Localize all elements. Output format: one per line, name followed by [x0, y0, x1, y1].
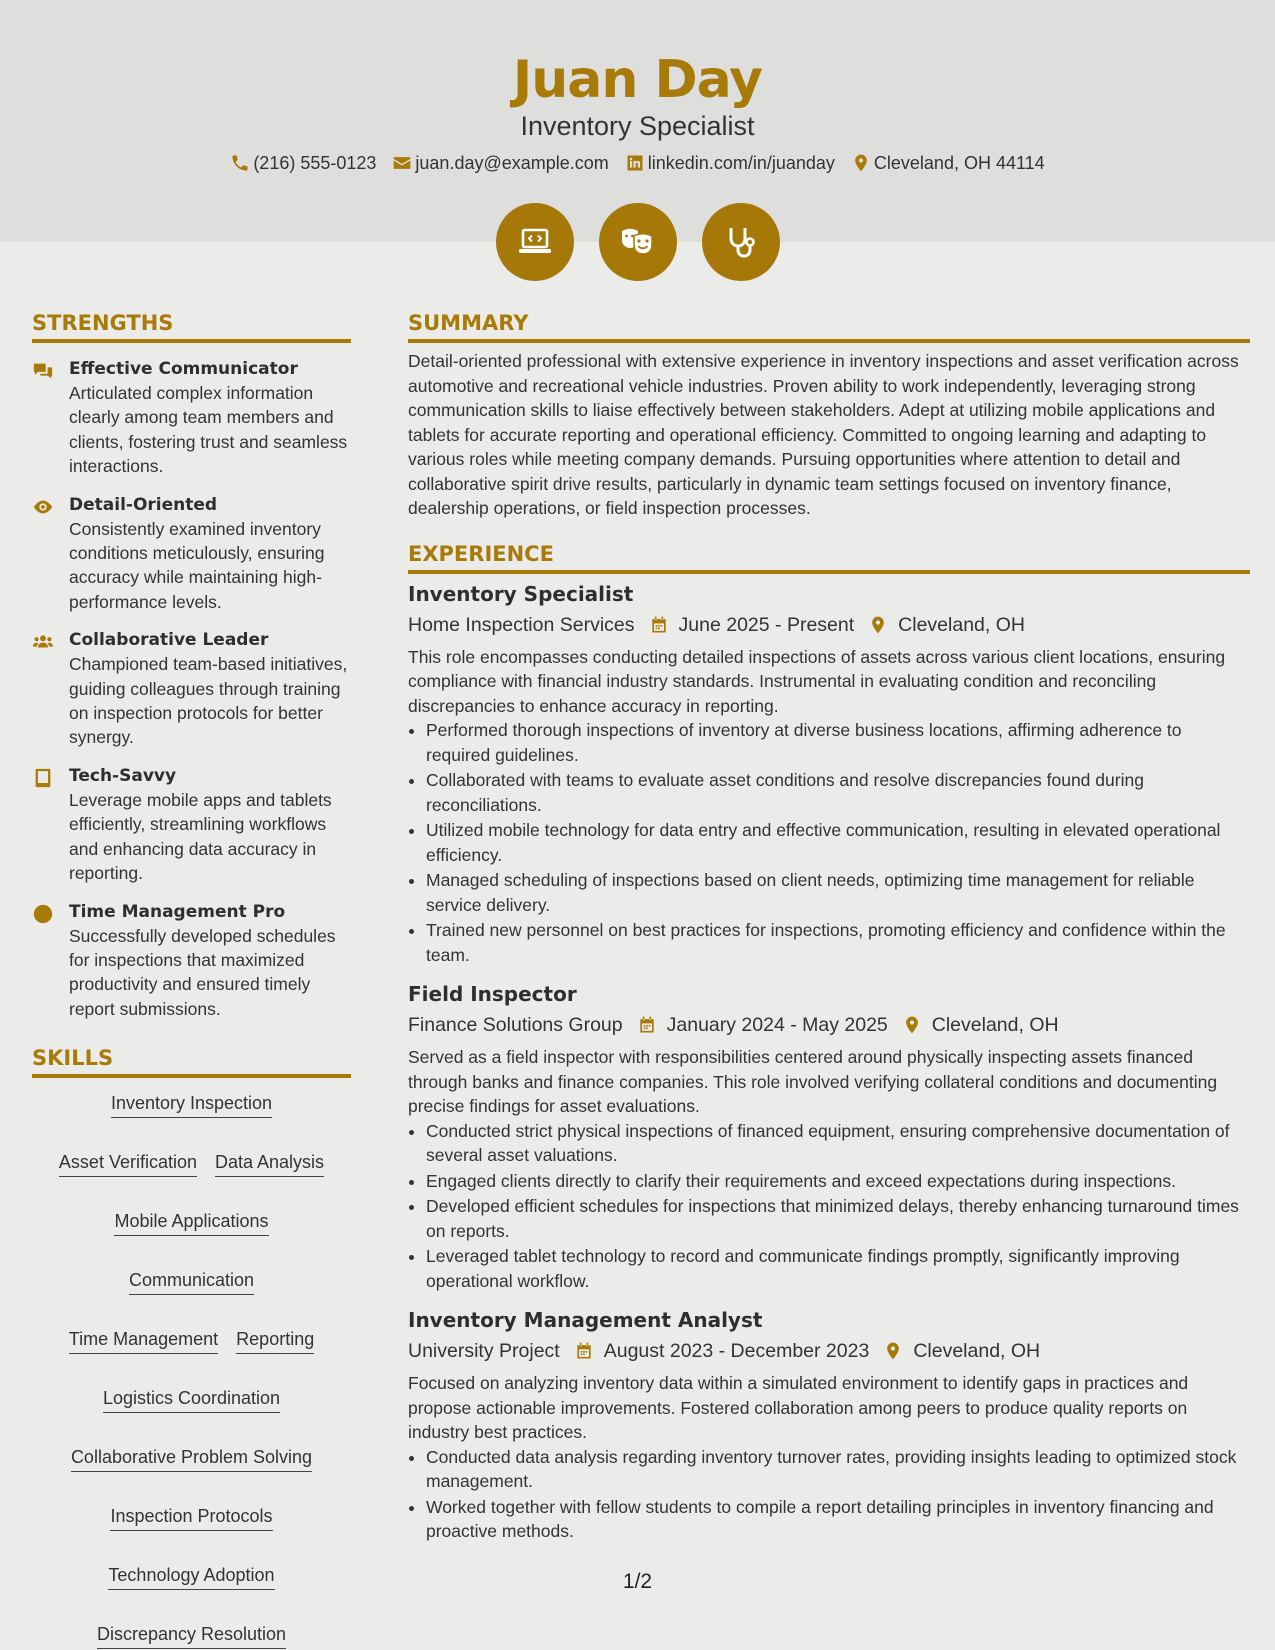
job-bullet: • Performed thorough inspections of inventory at diverse business locations, affirming adherence to required guidelines. [426, 718, 1250, 767]
job-bullet: • Engaged clients directly to clarify their requirements and exceed expectations during inspections. [426, 1169, 1250, 1194]
strength-item [32, 764, 351, 886]
theater-masks-circle [599, 203, 677, 281]
job-bullet: • Managed scheduling of inspections based on client needs, optimizing time management for reliable service delivery. [426, 868, 1250, 917]
phone-text: (216) 555-0123 [253, 153, 377, 173]
contact-linkedin[interactable] [625, 151, 835, 175]
strength-item [32, 628, 351, 750]
job-company: Finance Solutions Group [408, 1014, 623, 1036]
experience-entry [408, 581, 1250, 968]
contact-bar [0, 151, 1275, 175]
job-bullets [408, 1119, 1250, 1294]
job-meta [408, 1337, 1250, 1365]
strength-desc: Championed team-based initiatives, guiding colleagues through training on inspection protocols for better synergy. [69, 654, 348, 748]
job-bullets [408, 1445, 1250, 1544]
job-location: Cleveland, OH [913, 1340, 1041, 1362]
laptop-code-circle [496, 203, 574, 281]
skills-list [32, 1091, 351, 1649]
strength-desc: Articulated complex information clearly among team members and clients, fostering trust and seamless interactions. [69, 383, 348, 477]
experience-entry [408, 1307, 1250, 1544]
linkedin-text: linkedin.com/in/juanday [647, 153, 835, 173]
calendar-icon [637, 1015, 657, 1035]
summary-heading: SUMMARY [408, 310, 1250, 343]
contact-phone[interactable] [230, 151, 376, 175]
job-bullet: • Leveraged tablet technology to record and communicate findings promptly, significantly improving operational workflow. [426, 1244, 1250, 1293]
page-number: 1/2 [622, 1570, 653, 1593]
job-location: Cleveland, OH [898, 613, 1025, 636]
left-column [32, 310, 351, 1649]
users-icon [32, 631, 54, 653]
job-meta [408, 1011, 1250, 1039]
job-description: This role encompasses conducting detailed inspections of assets across various client locations, ensuring compliance with financial industry standards. Instrumental in evaluating condition and reconciling discrepancies to enhance accuracy in reporting. [408, 646, 1226, 716]
skills-heading: SKILLS [32, 1045, 351, 1078]
job-company: Home Inspection Services [408, 613, 635, 636]
job-description: Served as a field inspector with responsibilities centered around physically inspecting assets financed through banks and finance companies. This role involved verifying collateral conditions and documenting precise findings for asset evaluations. [408, 1047, 1218, 1116]
envelope-icon [392, 153, 412, 173]
phone-icon [230, 153, 250, 173]
eye-icon [32, 496, 54, 518]
job-dates: January 2024 - May 2025 [666, 1014, 888, 1036]
job-dates: June 2025 - Present [678, 613, 855, 636]
job-title: Field Inspector [408, 982, 577, 1006]
job-meta [408, 611, 1250, 639]
skill-tag: Discrepancy Resolution [97, 1622, 286, 1649]
job-dates: August 2023 - December 2023 [603, 1340, 870, 1362]
strength-desc: Leverage mobile apps and tablets efficiently, streamlining workflows and enhancing data accuracy in reporting. [69, 789, 332, 884]
stethoscope-icon [721, 222, 761, 262]
comments-icon [32, 360, 54, 382]
strength-title: Detail-Oriented [69, 494, 218, 515]
skill-tag: Inspection Protocols [110, 1504, 272, 1531]
experience-heading: EXPERIENCE [408, 541, 1250, 574]
map-marker-icon [851, 153, 871, 173]
job-bullet: • Collaborated with teams to evaluate asset conditions and resolve discrepancies found during reconciliations. [426, 768, 1250, 817]
right-column [408, 310, 1250, 1558]
map-marker-icon [902, 1015, 922, 1035]
summary-text: Detail-oriented professional with extensive experience in inventory inspections and asset verification across automotive and recreational vehicle industries. Proven ability to work independently, leveraging strong communication skills to liaise effectively between stakeholders. Adept at utilizing mobile applications and tablets for accurate reporting and operational efficiency. Committed to ongoing learning and adapting to various roles while meeting company demands. Pursuing opportunities where attention to detail and collaborative spirit drive results, particularly in dynamic team settings focused on inventory finance, dealership operations, or field inspection processes. [408, 351, 1239, 518]
contact-email[interactable] [392, 151, 608, 175]
job-bullet: • Utilized mobile technology for data entry and effective communication, resulting in elevated operational efficiency. [426, 818, 1250, 867]
linkedin-icon [625, 153, 645, 173]
strength-item [32, 357, 351, 479]
skill-tag: Time Management [69, 1327, 218, 1354]
calendar-icon [649, 615, 669, 635]
job-title: Inventory Specialist [408, 581, 634, 606]
skill-tag: Communication [129, 1268, 254, 1295]
skill-tag: Logistics Coordination [103, 1386, 280, 1413]
job-company: University Project [408, 1340, 560, 1362]
job-bullet: • Conducted data analysis regarding inventory turnover rates, providing insights leading to optimized stock management. [426, 1445, 1250, 1494]
skill-tag: Collaborative Problem Solving [71, 1445, 312, 1472]
strength-desc: Consistently examined inventory conditions meticulously, ensuring accuracy while maintaining high-performance levels. [69, 518, 325, 612]
skill-tag: Data Analysis [215, 1150, 324, 1177]
job-description: Focused on analyzing inventory data within a simulated environment to identify gaps in practices and propose actionable improvements. Fostered collaboration among peers to produce quality reports on industry best practices. [408, 1373, 1189, 1442]
skill-tag: Asset Verification [59, 1150, 197, 1177]
strength-desc: Successfully developed schedules for inspections that maximized productivity and ensured timely report submissions. [69, 925, 336, 1019]
strengths-heading: STRENGTHS [32, 310, 351, 343]
job-bullet: • Trained new personnel on best practices for inspections, promoting efficiency and confidence within the team. [426, 918, 1250, 967]
email-text: juan.day@example.com [415, 153, 609, 173]
location-text: Cleveland, OH 44114 [873, 153, 1045, 173]
strength-title: Collaborative Leader [69, 630, 269, 651]
experience-entry [408, 981, 1250, 1293]
clock-icon [32, 903, 54, 925]
job-bullet: • Developed efficient schedules for inspections that minimized delays, thereby enhancing turnaround times on reports. [426, 1194, 1250, 1243]
interest-icons [0, 203, 1275, 281]
map-marker-icon [868, 615, 888, 635]
job-location: Cleveland, OH [931, 1014, 1059, 1036]
strength-item [32, 493, 351, 615]
skill-tag: Technology Adoption [108, 1563, 274, 1590]
job-bullet: • Conducted strict physical inspections of financed equipment, ensuring comprehensive documentation of several asset valuations. [426, 1119, 1250, 1168]
laptop-code-icon [515, 222, 555, 262]
skill-tag: Inventory Inspection [111, 1091, 272, 1118]
tablet-icon [32, 767, 54, 789]
job-title: Inventory Management Analyst [408, 1308, 763, 1332]
skill-tag: Reporting [236, 1327, 314, 1354]
strength-title: Effective Communicator [69, 359, 298, 379]
calendar-icon [574, 1341, 594, 1361]
theater-masks-icon [618, 222, 658, 262]
strength-title: Tech-Savvy [69, 765, 177, 786]
map-marker-icon [883, 1341, 903, 1361]
candidate-title: Inventory Specialist [520, 111, 755, 141]
contact-location [851, 151, 1045, 175]
strength-item [32, 900, 351, 1022]
stethoscope-circle [702, 203, 780, 281]
strength-title: Time Management Pro [69, 901, 286, 922]
job-bullet: • Worked together with fellow students to compile a report detailing principles in inventory financing and proactive methods. [426, 1495, 1250, 1544]
candidate-name: Juan Day [512, 50, 763, 110]
job-bullets [408, 718, 1250, 967]
skill-tag: Mobile Applications [114, 1209, 268, 1236]
